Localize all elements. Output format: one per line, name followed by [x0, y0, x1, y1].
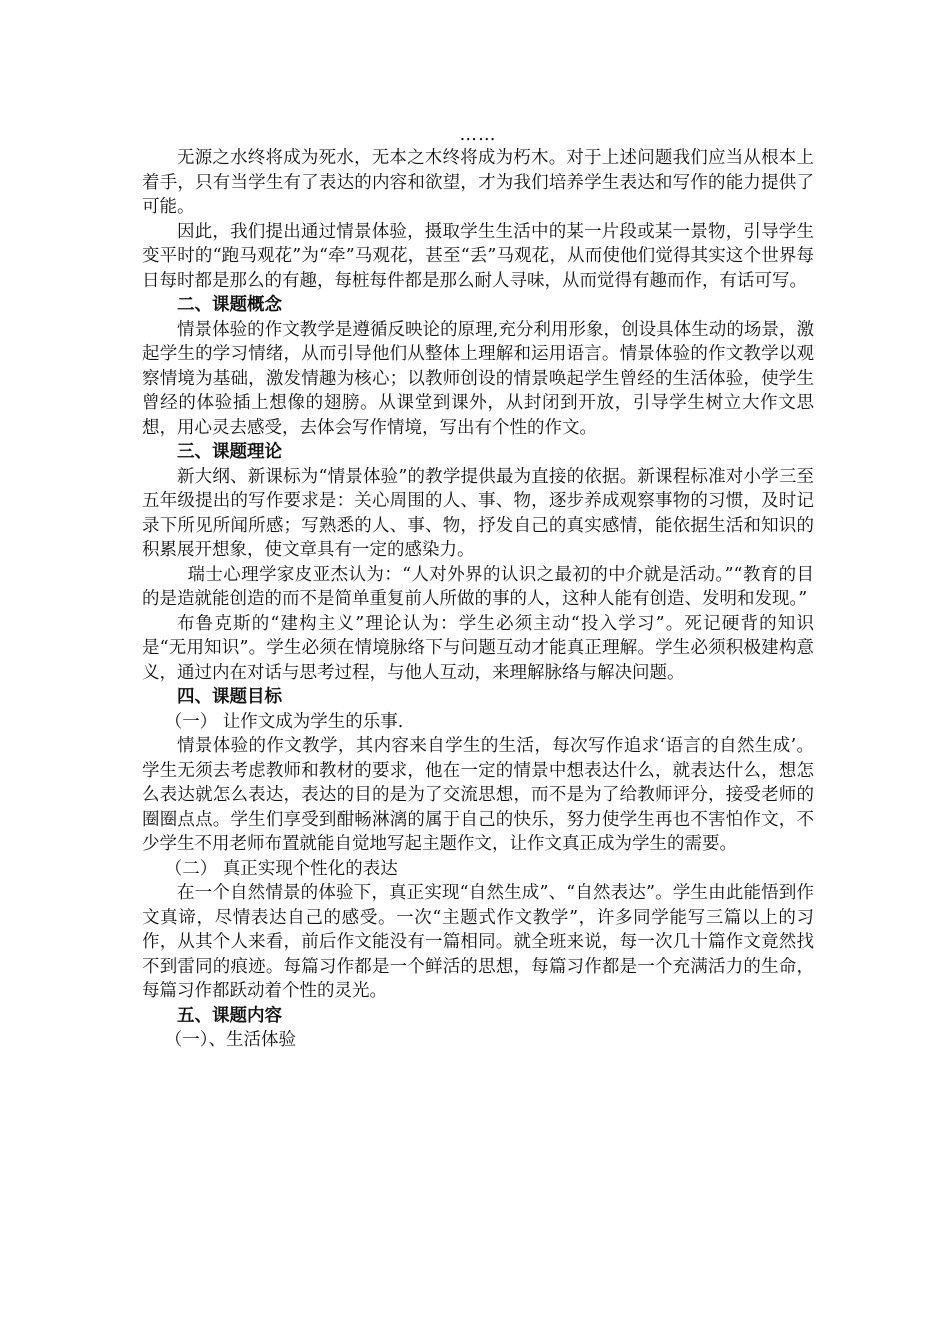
paragraph-intro: 无源之水终将成为死水，无本之木终将成为朽木。对于上述问题我们应当从根本上着手，只有当学生有了表达的内容和欲望，才为我们培养学生表达和写作的能力提供了可能。: [142, 148, 814, 217]
paragraph-curriculum: 新大纲、新课标为“情景体验”的教学提供最为直接的依据。新课程标准对小学三至五年级提出的写作要求是：关心周围的人、事、物，逐步养成观察事物的习惯，及时记录下所见所闻所感；写熟悉的人、事、物，抒发自己的真实感情，能依据生活和知识的积累展开想象，使文章具有一定的感染力。: [142, 466, 814, 560]
paragraph-piaget: 瑞士心理学家皮亚杰认为：“人对外界的认识之最初的中介就是活动。”“教育的目的是造就能创造的而不是简单重复前人所做的事的人，这种人能有创造、发明和发现。”: [142, 564, 814, 609]
ellipsis-line: ……: [459, 125, 497, 145]
subheading-goal-1: （一） 让作文成为学生的乐事.: [164, 711, 404, 732]
paragraph-brooks: 布鲁克斯的“建构主义”理论认为：学生必须主动“投入学习”。死记硬背的知识是“无用知识”。学生必须在情境脉络下与问题互动才能真正理解。学生必须积极建构意义，通过内在对话与思考过程，与他人互动，来理解脉络与解决问题。: [142, 613, 814, 683]
paragraph-concept: 情景体验的作文教学是遵循反映论的原理,充分利用形象，创设具体生动的场景，激起学生的学习情绪，从而引导他们从整体上理解和运用语言。情景体验的作文教学以观察情境为基础，激发情趣为核心；以教师创设的情景唤起学生曾经的生活体验，使学生曾经的体验插上想像的翅膀。从课堂到课外，从封闭到开放，引导学生树立大作文思想，用心灵去感受，去体会写作情境，写出有个性的作文。: [142, 319, 814, 438]
heading-goals: 四、课题目标: [177, 687, 282, 707]
document-page: [142, 124, 814, 1053]
subheading-goal-2: （二） 真正实现个性化的表达: [164, 858, 398, 879]
heading-concept: 二、课题概念: [177, 295, 282, 315]
paragraph-goal-1: 情景体验的作文教学，其内容来自学生的生活，每次写作追求‘语言的自然生成’。学生无须去考虑教师和教材的要求，他在一定的情景中想表达什么，就表达什么，想怎么表达就怎么表达，表达的目的是为了交流思想，而不是为了给教师评分，接受老师的圈圈点点。学生们享受到酣畅淋漓的属于自己的快乐，努力使学生再也不害怕作文，不少学生不用老师布置就能自觉地写起主题作文，让作文真正成为学生的需要。: [142, 736, 814, 854]
subheading-content-1: （一）、生活体验: [164, 1030, 296, 1050]
paragraph-goal-2: 在一个自然情景的体验下，真正实现“自然生成”、“自然表达”。学生由此能悟到作文真谛，尽情表达自己的感受。一次“主题式作文教学”，许多同学能写三篇以上的习作，从其个人来看，前后作文能没有一篇相同。就全班来说，每一次几十篇作文竟然找不到雷同的痕迹。每篇习作都是一个鲜活的思想，每篇习作都是一个充满活力的生命，每篇习作都跃动着个性的灵光。: [142, 883, 814, 1001]
heading-content: 五、课题内容: [177, 1005, 282, 1026]
heading-theory: 三、课题理论: [177, 442, 282, 462]
paragraph-therefore: 因此，我们提出通过情景体验，摄取学生生活中的某一片段或某一景物，引导学生变平时的“跑马观花”为“牵”马观花，甚至“丢”马观花，从而使他们觉得其实这个世界每日每时都是那么的有趣，每桩每件都是那么耐人寻味，从而觉得有趣而作，有话可写。: [142, 221, 814, 291]
